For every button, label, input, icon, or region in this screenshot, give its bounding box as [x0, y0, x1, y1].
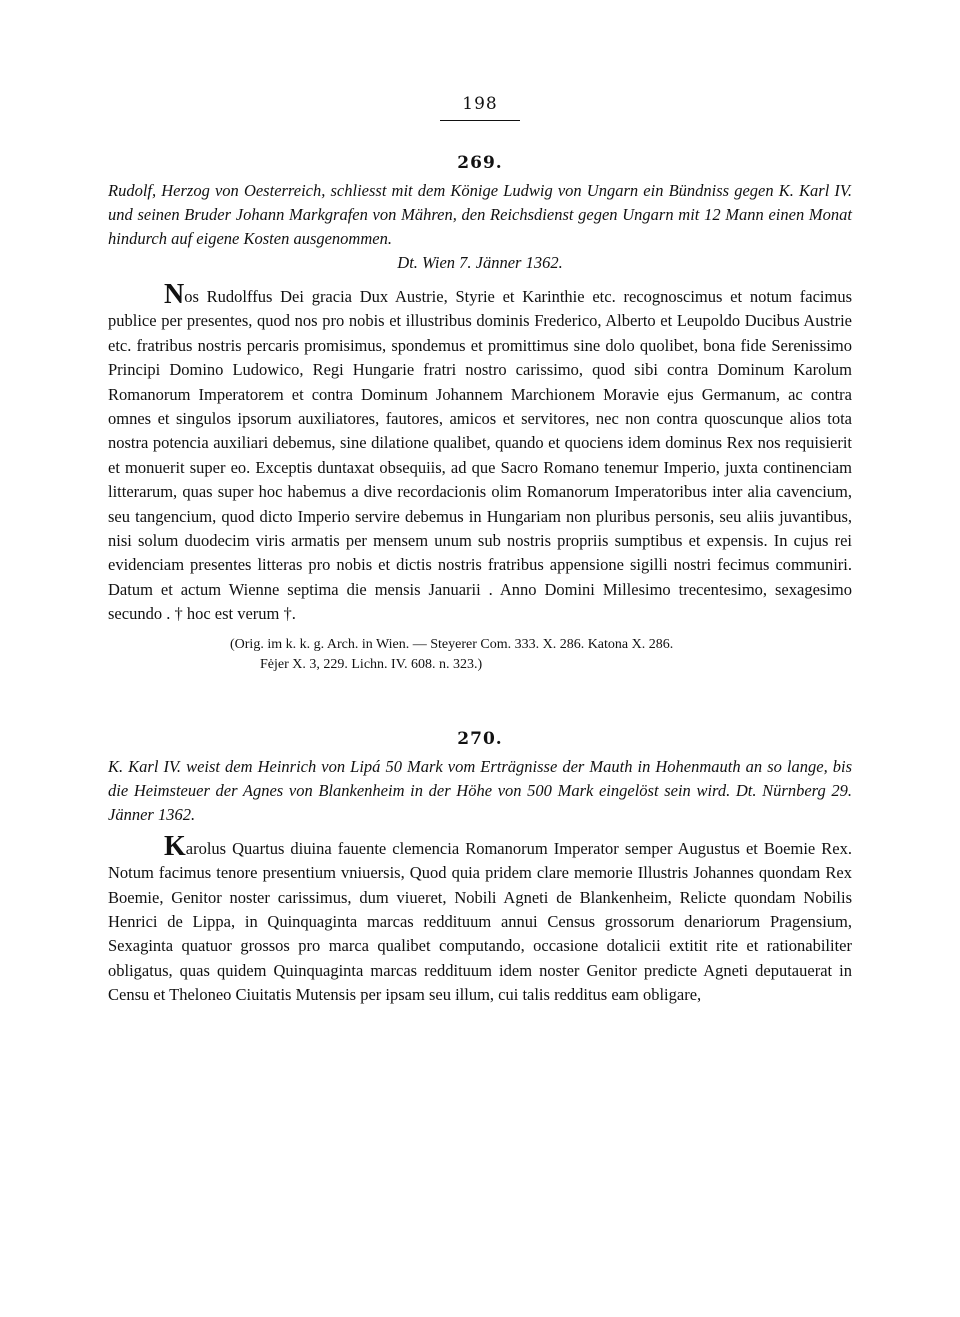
body-text: os Rudolffus Dei gracia Dux Austrie, Styrie et Karinthie etc. recognoscimus et notum facimus publice per presentes, quod nos pro nobis et illustribus dominis Frederico, Alberto et Leupoldo Ducibus Austrie etc. fratribus nostris percaris promisimus, spondemus et promittimus sine dolo quolibet, bona fide Serenissimo Principi Domino Ludowico, Regi Hungarie fratri nostro carissimo, quod sibi contra Dominum Karolum Romanorum Imperatorem et contra Dominum Johannem Marchionem Moravie ejus Germanum, ac contra omnes et singulos ipsorum auxiliatores, fautores, amicos et servitores, nec non contra quoscunque alios tota nostra potencia auxiliari debemus, sine dilatione qualibet, quando et quociens idem dominus Rex nos requisierit et monuerit super eo. Exceptis duntaxat obsequiis, ad que Sacro Romano tenemur Imperio, juxta continenciam litterarum, quas super hoc habemus a dive recordacionis olim Romanorum Imperatoribus inter alia cavencium, seu tangencium, quod dicto Imperio servire debemus in Hungariam non pluribus personis, seu aliis juvantibus, nisi solum duodecim viris armatis per mensem unum sub nostris propriis sumptibus et expensis. In cujus rei evidenciam presentes litteras pro nobis et dictis nostris fratribus appensione sigilli nostri fecimus communiri. Datum et actum Wienne septima die mensis Januarii . Anno Domini Millesimo trecentesimo, sexagesimo secundo . † hoc est verum †. — [108, 287, 852, 624]
initial-letter: K — [164, 830, 186, 862]
document-number: 269. — [457, 153, 503, 173]
body-text: arolus Quartus diuina fauente clemencia Romanorum Imperator semper Augustus et Boemie Rex. Notum facimus tenore presentium vniuersis, Quod quia pridem clare memorie Illustris Johannes quondam Rex Boemie, Genitor noster carissimus, dum viueret, Nobili Agneti de Blankenheim, Relicte quondam Nobilis Henrici de Lippa, in Quinquaginta marcas reddituum annui Census grossorum denariorum Pragensium, Sexaginta quatuor grossos pro marca qualibet computando, occasione dotalicii extitit rite et rationabiliter obligatus, quas quidem Quinquaginta marcas reddituum idem noster Genitor predicte Agneti deputauerat in Censu et Theloneo Ciuitatis Mutensis per ipsam seu illum, cui talis redditus eam obligare, — [108, 838, 852, 1005]
document-regest — [108, 179, 852, 275]
regest-text: Rudolf, Herzog von Oesterreich, schliesst mit dem Könige Ludwig von Ungarn ein Bündniss gegen K. Karl IV. und seinen Bruder Johann Markgrafen von Mähren, den Reichsdienst gegen Ungarn mit 12 Mann einen Monat hindurch auf eigene Kosten ausgenommen. — [108, 181, 852, 248]
regest-text: K. Karl IV. weist dem Heinrich von Lipá 50 Mark vom Erträgnisse der Mauth in Hohenmauth an so lange, bis die Heimsteuer der Agnes von Blankenheim in der Höhe von 500 Mark eingelöst sein wird. Dt. Nürnberg 29. Jänner 1362. — [108, 756, 852, 824]
document-number: 270. — [457, 728, 503, 749]
source-note-line: Fėjer X. 3, 229. Lichn. IV. 608. n. 323.) — [260, 656, 483, 672]
document-regest — [108, 755, 852, 827]
source-note-line: (Orig. im k. k. g. Arch. in Wien. — Steyerer Com. 333. X. 286. Katona X. 286. — [230, 636, 674, 652]
document-body — [108, 279, 852, 627]
document-270 — [108, 727, 852, 1008]
document-body — [108, 830, 852, 1008]
page-number-rule — [440, 120, 520, 121]
regest-date: Dt. Wien 7. Jänner 1362. — [397, 253, 563, 272]
source-note — [230, 635, 852, 675]
document-page — [108, 92, 852, 1008]
initial-letter: N — [164, 279, 185, 310]
page-number: 198 — [462, 94, 498, 114]
document-269 — [108, 151, 852, 675]
